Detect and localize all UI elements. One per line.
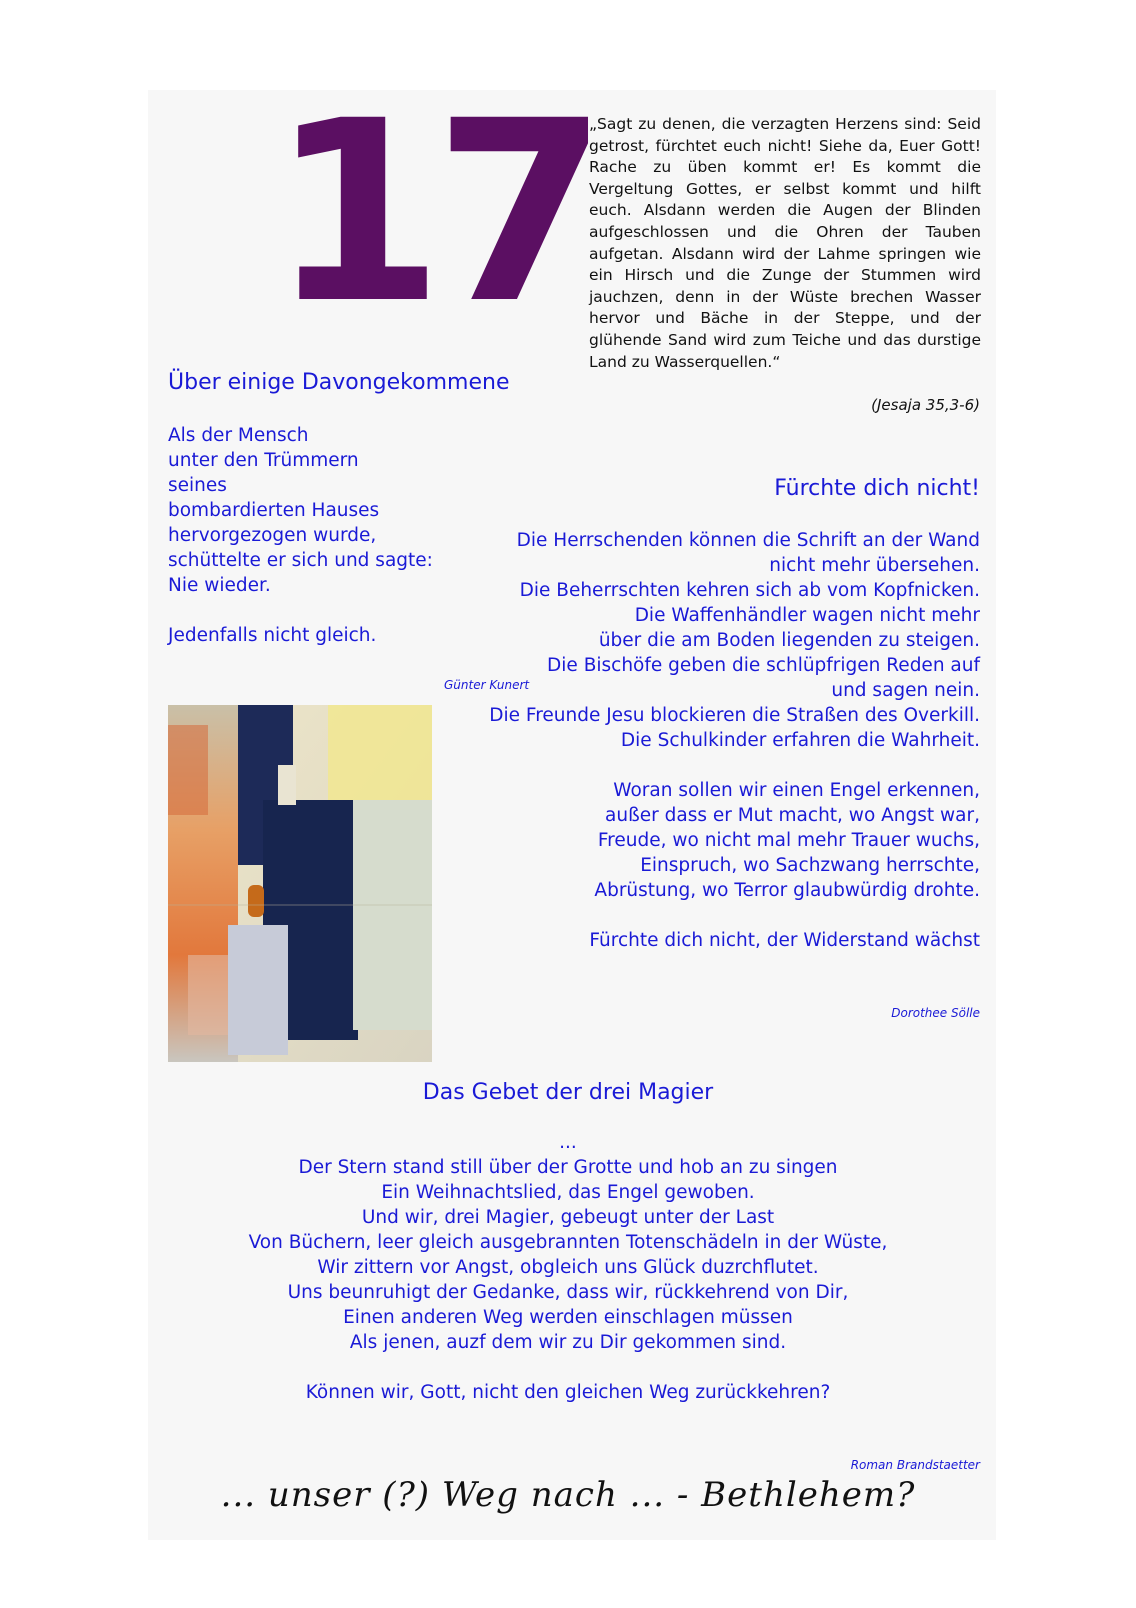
poem-line: Die Bischöfe geben die schlüpfrigen Reden auf <box>547 655 980 676</box>
poem-line: Freude, wo nicht mal mehr Trauer wuchs, <box>597 830 980 851</box>
soelle-poem-title: Fürchte dich nicht! <box>774 476 980 501</box>
poem-line: Abrüstung, wo Terror glaubwürdig drohte. <box>594 880 980 901</box>
brandstaetter-author: Roman Brandstaetter <box>850 1458 980 1472</box>
bible-quote: „Sagt zu denen, die verzagten Herzens sind: Seid getrost, fürchtet euch nicht! Siehe da, Euer Gott! Rache zu üben kommt er! Es kommt die Vergeltung Gottes, er selbst kommt und hilft euch. Alsdann werden die Augen der Blinden aufgeschlossen und die Ohren der Tauben aufgetan. Alsdann wird der Lahme springen wie ein Hirsch und die Zunge der Stummen wird jauchzen, denn in der Wüste brechen Wasser hervor und Bäche in der Steppe, und der glühende Sand wird zum Teiche und das durstige Land zu Wasserquellen.“ <box>589 115 981 371</box>
poem-line: bombardierten Hauses <box>168 500 380 521</box>
poem-line: Als jenen, auzf dem wir zu Dir gekommen sind. <box>349 1332 787 1353</box>
poem-line: Als der Mensch <box>168 425 309 446</box>
day-number: 17 <box>270 67 598 358</box>
poem-line: Nie wieder. <box>168 575 271 596</box>
poem-line: über die am Boden liegenden zu steigen. <box>598 630 980 651</box>
poem-closing-line: Jedenfalls nicht gleich. <box>168 625 377 646</box>
poem-line: Die Freunde Jesu blockieren die Straßen des Overkill. <box>489 705 980 726</box>
kunert-poem <box>168 423 433 648</box>
magier-poem <box>0 1130 1136 1405</box>
abstract-painting <box>168 705 432 1062</box>
poem-line: Die Beherrschten kehren sich ab vom Kopfnicken. <box>519 580 980 601</box>
poem-line: Einen anderen Weg werden einschlagen müssen <box>343 1307 793 1328</box>
handwritten-motto: ... unser (?) Weg nach ... - Bethlehem? <box>220 1475 916 1515</box>
poem-line: Wir zittern vor Angst, obgleich uns Glück duzrchflutet. <box>317 1257 819 1278</box>
poem-line: Von Büchern, leer gleich ausgebrannten Totenschädeln in der Wüste, <box>248 1232 888 1253</box>
poem-closing-line: Können wir, Gott, nicht den gleichen Weg zurückkehren? <box>305 1382 831 1403</box>
poem-line: Der Stern stand still über der Grotte und hob an zu singen <box>298 1157 838 1178</box>
poem-line: Die Waffenhändler wagen nicht mehr <box>634 605 980 626</box>
poem-line: schüttelte er sich und sagte: <box>168 550 433 571</box>
poem-line: Ein Weihnachtslied, das Engel gewoben. <box>381 1182 755 1203</box>
poem-line: Die Herrschenden können die Schrift an der Wand <box>516 530 980 551</box>
poem-line: Einspruch, wo Sachzwang herrschte, <box>640 855 980 876</box>
poem-line: Die Schulkinder erfahren die Wahrheit. <box>620 730 980 751</box>
poem-line: Uns beunruhigt der Gedanke, dass wir, rückkehrend von Dir, <box>287 1282 849 1303</box>
poem-line: außer dass er Mut macht, wo Angst war, <box>605 805 980 826</box>
bible-reference: (Jesaja 35,3-6) <box>871 396 980 414</box>
poem-ellipsis: ... <box>559 1132 577 1153</box>
kunert-poem-title: Über einige Davongekommene <box>168 370 510 395</box>
poem-line: Und wir, drei Magier, gebeugt unter der Last <box>361 1207 775 1228</box>
poem-line: nicht mehr übersehen. <box>769 555 980 576</box>
soelle-author: Dorothee Sölle <box>891 1006 980 1020</box>
poem-line: seines <box>168 475 227 496</box>
poem-closing-line: Fürchte dich nicht, der Widerstand wächst <box>589 930 980 951</box>
magier-poem-title: Das Gebet der drei Magier <box>422 1080 714 1105</box>
poem-line: und sagen nein. <box>831 680 980 701</box>
poem-line: Woran sollen wir einen Engel erkennen, <box>613 780 980 801</box>
poem-line: unter den Trümmern <box>168 450 359 471</box>
poem-line: hervorgezogen wurde, <box>168 525 377 546</box>
soelle-poem <box>480 528 980 953</box>
kunert-author: Günter Kunert <box>444 678 530 692</box>
